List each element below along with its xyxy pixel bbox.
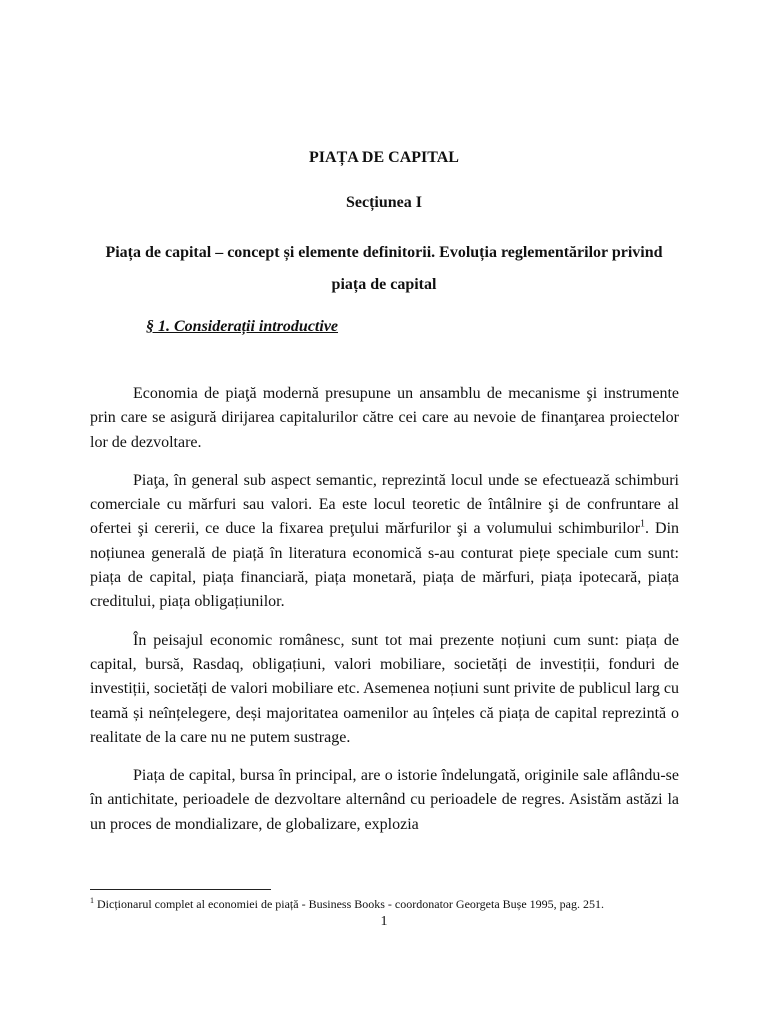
document-title: PIAȚA DE CAPITAL — [309, 149, 459, 166]
paragraph-1: Economia de piaţă modernă presupune un ansamblu de mecanisme şi instrumente prin care se asigură dirijarea capitalurilor către cei care au nevoie de finanţarea proiectelor lor de dezvoltare. — [90, 385, 679, 451]
footnote-text: Dicționarul complet al economiei de piață - Business Books - coordonator Georgeta Bușe 1995, pag. 251. — [97, 897, 604, 911]
footnote-reference[interactable]: 1 — [640, 519, 646, 531]
paragraph-3: În peisajul economic românesc, sunt tot mai prezente noțiuni cum sunt: piața de capital, bursă, Rasdaq, obligațiuni, valori mobiliare, societăți de investiții, fonduri de investiții, societăți de valori mobiliare etc. Asemenea noțiuni sunt privite de publicul larg cu teamă și neînțelegere, deși majoritatea oamenilor au înțeles că piața de capital reprezintă o realitate de la care nu ne putem sustrage. — [90, 631, 679, 746]
section-subtitle: Piața de capital – concept și elemente definitorii. Evoluția reglementărilor privind piața de capital — [105, 244, 663, 293]
paragraph-2-text-start: Piaţa, în general sub aspect semantic, reprezintă locul unde se efectuează schimburi comerciale cu mărfuri sau valori. Ea este locul teoretic de întâlnire şi de confruntare al ofertei şi cererii, ce duce la fixarea preţului mărfurilor şi a volumului schimburilor — [90, 471, 679, 538]
page-number: 1 — [380, 914, 388, 929]
paragraph-2 — [90, 469, 679, 615]
section-heading: Secțiunea I — [346, 194, 422, 211]
body-text — [90, 382, 679, 837]
paragraph-4: Piața de capital, bursa în principal, are o istorie îndelungată, originile sale aflându-se în antichitate, perioadele de dezvoltare alternând cu perioadele de regres. Asistăm astăzi la un proces de mondializare, de globalizare, explozia — [90, 767, 679, 833]
footnote-separator — [90, 889, 271, 890]
footnote-marker: 1 — [90, 896, 94, 905]
footnote — [90, 897, 690, 912]
subsection-heading: § 1. Considerații introductive — [146, 318, 339, 335]
paragraph-2-text-end: . Din noțiunea generală de piață în literatura economică s-au conturat piețe speciale cum sunt: piața de capital, piața financiară, piața monetară, piața de mărfuri, piața ipotecară, piața creditului, piața obligațiunilor. — [90, 520, 680, 611]
